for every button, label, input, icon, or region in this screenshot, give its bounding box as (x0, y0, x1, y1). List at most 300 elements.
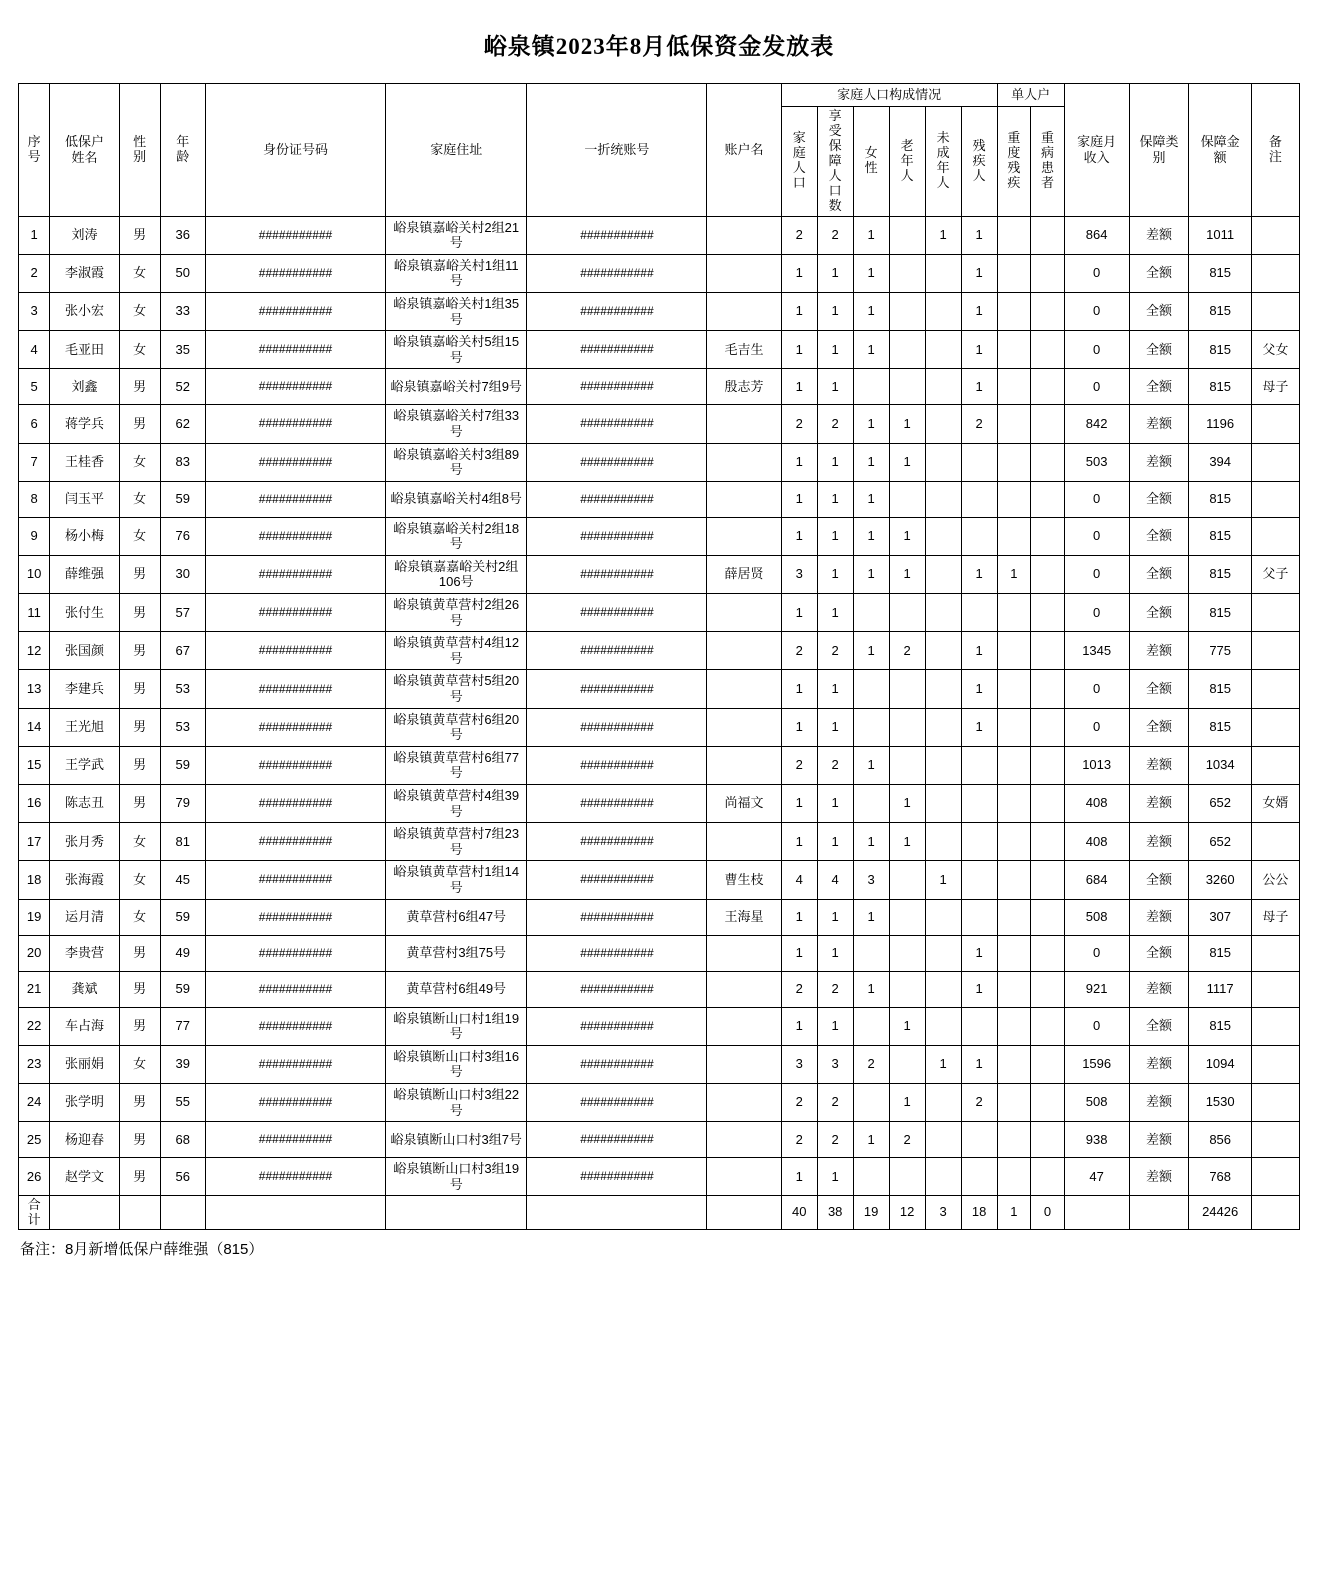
cell-age: 83 (160, 443, 206, 481)
cell-amount: 856 (1189, 1122, 1251, 1158)
cell-elderly: 1 (889, 405, 925, 443)
cell-minor (925, 594, 961, 632)
table-row (19, 517, 1300, 555)
cell-amount: 815 (1189, 292, 1251, 330)
cell-income: 0 (1064, 670, 1129, 708)
cell-covered-pop: 1 (817, 517, 853, 555)
cell-sex: 男 (119, 594, 160, 632)
total-blank-address (385, 1196, 527, 1230)
cell-family-pop: 2 (781, 216, 817, 254)
cell-age: 49 (160, 935, 206, 971)
cell-income: 921 (1064, 971, 1129, 1007)
cell-account-name (707, 632, 781, 670)
cell-account-name (707, 1158, 781, 1196)
cell-seq: 14 (19, 708, 50, 746)
cell-income: 0 (1064, 1007, 1129, 1045)
cell-name: 张付生 (50, 594, 120, 632)
cell-account: ########### (527, 785, 707, 823)
cell-income: 0 (1064, 935, 1129, 971)
header-seq: 序号 (19, 84, 50, 217)
cell-disabled (961, 1158, 997, 1196)
header-id-number: 身份证号码 (206, 84, 386, 217)
cell-type: 全额 (1129, 861, 1189, 899)
cell-remark (1251, 517, 1299, 555)
cell-id: ########### (206, 594, 386, 632)
cell-sex: 男 (119, 216, 160, 254)
cell-severe-illness (1031, 935, 1065, 971)
cell-remark (1251, 670, 1299, 708)
cell-address: 峪泉镇嘉峪关村2组21号 (385, 216, 527, 254)
cell-family-pop: 1 (781, 594, 817, 632)
cell-covered-pop: 1 (817, 1158, 853, 1196)
cell-type: 全额 (1129, 555, 1189, 593)
cell-severe-disabled (997, 823, 1031, 861)
cell-seq: 10 (19, 555, 50, 593)
cell-minor (925, 746, 961, 784)
cell-sex: 男 (119, 632, 160, 670)
header-minor: 未成年人 (925, 107, 961, 217)
table-row (19, 935, 1300, 971)
cell-seq: 11 (19, 594, 50, 632)
cell-account-name (707, 292, 781, 330)
cell-amount: 768 (1189, 1158, 1251, 1196)
cell-age: 33 (160, 292, 206, 330)
cell-disabled: 1 (961, 254, 997, 292)
cell-account-name (707, 594, 781, 632)
cell-severe-disabled (997, 746, 1031, 784)
cell-type: 全额 (1129, 594, 1189, 632)
cell-sex: 女 (119, 481, 160, 517)
cell-amount: 1034 (1189, 746, 1251, 784)
total-blank-name (50, 1196, 120, 1230)
cell-name: 张小宏 (50, 292, 120, 330)
cell-severe-disabled (997, 405, 1031, 443)
cell-severe-illness (1031, 971, 1065, 1007)
cell-covered-pop: 1 (817, 481, 853, 517)
cell-female (853, 594, 889, 632)
cell-name: 李贵营 (50, 935, 120, 971)
cell-type: 差额 (1129, 971, 1189, 1007)
cell-disabled (961, 746, 997, 784)
cell-female: 1 (853, 899, 889, 935)
cell-severe-illness (1031, 254, 1065, 292)
cell-id: ########### (206, 1122, 386, 1158)
cell-covered-pop: 1 (817, 935, 853, 971)
cell-amount: 815 (1189, 670, 1251, 708)
cell-amount: 815 (1189, 481, 1251, 517)
cell-severe-illness (1031, 708, 1065, 746)
cell-age: 59 (160, 899, 206, 935)
cell-income: 408 (1064, 823, 1129, 861)
cell-seq: 16 (19, 785, 50, 823)
cell-account-name (707, 1007, 781, 1045)
cell-severe-illness (1031, 517, 1065, 555)
cell-address: 峪泉镇嘉峪关村1组11号 (385, 254, 527, 292)
cell-minor: 1 (925, 861, 961, 899)
cell-sex: 女 (119, 292, 160, 330)
header-female: 女性 (853, 107, 889, 217)
cell-type: 差额 (1129, 1122, 1189, 1158)
cell-type: 全额 (1129, 708, 1189, 746)
cell-severe-illness (1031, 861, 1065, 899)
cell-type: 全额 (1129, 331, 1189, 369)
cell-minor (925, 517, 961, 555)
cell-minor (925, 632, 961, 670)
cell-elderly: 1 (889, 517, 925, 555)
cell-account: ########### (527, 594, 707, 632)
table-row (19, 369, 1300, 405)
cell-account: ########### (527, 1158, 707, 1196)
cell-age: 57 (160, 594, 206, 632)
cell-elderly (889, 594, 925, 632)
cell-address: 峪泉镇断山口村3组7号 (385, 1122, 527, 1158)
cell-female: 1 (853, 292, 889, 330)
cell-name: 龚斌 (50, 971, 120, 1007)
cell-family-pop: 2 (781, 405, 817, 443)
footnote: 备注：8月新增低保户薛维强（815） (20, 1240, 264, 1258)
cell-seq: 8 (19, 481, 50, 517)
cell-income: 503 (1064, 443, 1129, 481)
cell-elderly (889, 331, 925, 369)
cell-elderly: 1 (889, 823, 925, 861)
cell-severe-disabled (997, 216, 1031, 254)
cell-female: 1 (853, 971, 889, 1007)
cell-address: 黄草营村6组49号 (385, 971, 527, 1007)
cell-severe-disabled (997, 861, 1031, 899)
cell-address: 峪泉镇黄草营村6组77号 (385, 746, 527, 784)
cell-address: 峪泉镇嘉峪关村1组35号 (385, 292, 527, 330)
cell-account: ########### (527, 481, 707, 517)
cell-severe-illness (1031, 216, 1065, 254)
cell-name: 车占海 (50, 1007, 120, 1045)
cell-seq: 26 (19, 1158, 50, 1196)
cell-disabled: 1 (961, 369, 997, 405)
cell-severe-disabled (997, 254, 1031, 292)
cell-family-pop: 1 (781, 292, 817, 330)
cell-id: ########### (206, 331, 386, 369)
cell-minor (925, 971, 961, 1007)
total-severe-disabled: 1 (997, 1196, 1031, 1230)
cell-severe-disabled (997, 670, 1031, 708)
cell-severe-disabled (997, 517, 1031, 555)
cell-severe-illness (1031, 1007, 1065, 1045)
cell-amount: 775 (1189, 632, 1251, 670)
cell-severe-illness (1031, 1045, 1065, 1083)
cell-severe-disabled (997, 632, 1031, 670)
cell-amount: 815 (1189, 708, 1251, 746)
cell-elderly (889, 670, 925, 708)
cell-family-pop: 3 (781, 555, 817, 593)
cell-income: 1596 (1064, 1045, 1129, 1083)
cell-sex: 女 (119, 517, 160, 555)
table-row (19, 632, 1300, 670)
cell-seq: 3 (19, 292, 50, 330)
header-covered-pop: 享受保障人口数 (817, 107, 853, 217)
cell-minor: 1 (925, 216, 961, 254)
total-female: 19 (853, 1196, 889, 1230)
cell-account: ########### (527, 517, 707, 555)
table-row (19, 971, 1300, 1007)
cell-elderly: 1 (889, 443, 925, 481)
cell-type: 差额 (1129, 405, 1189, 443)
total-blank-age (160, 1196, 206, 1230)
cell-elderly: 1 (889, 785, 925, 823)
table-row (19, 785, 1300, 823)
cell-severe-disabled: 1 (997, 555, 1031, 593)
cell-name: 毛亚田 (50, 331, 120, 369)
cell-covered-pop: 1 (817, 670, 853, 708)
cell-seq: 20 (19, 935, 50, 971)
cell-female: 1 (853, 443, 889, 481)
cell-account-name (707, 670, 781, 708)
cell-address: 峪泉镇断山口村1组19号 (385, 1007, 527, 1045)
cell-sex: 女 (119, 861, 160, 899)
cell-name: 李建兵 (50, 670, 120, 708)
cell-name: 张国颜 (50, 632, 120, 670)
cell-female: 1 (853, 254, 889, 292)
cell-female: 1 (853, 1122, 889, 1158)
cell-sex: 女 (119, 254, 160, 292)
cell-covered-pop: 2 (817, 746, 853, 784)
cell-minor (925, 1007, 961, 1045)
total-blank-account (527, 1196, 707, 1230)
cell-age: 77 (160, 1007, 206, 1045)
cell-id: ########### (206, 1045, 386, 1083)
cell-id: ########### (206, 1083, 386, 1121)
cell-minor (925, 331, 961, 369)
cell-account: ########### (527, 861, 707, 899)
cell-family-pop: 1 (781, 935, 817, 971)
cell-id: ########### (206, 443, 386, 481)
cell-family-pop: 1 (781, 899, 817, 935)
cell-id: ########### (206, 1007, 386, 1045)
cell-remark (1251, 746, 1299, 784)
cell-seq: 17 (19, 823, 50, 861)
cell-income: 508 (1064, 899, 1129, 935)
table-row (19, 861, 1300, 899)
cell-disabled (961, 1007, 997, 1045)
cell-amount: 1196 (1189, 405, 1251, 443)
cell-family-pop: 4 (781, 861, 817, 899)
cell-age: 76 (160, 517, 206, 555)
cell-age: 59 (160, 481, 206, 517)
cell-id: ########### (206, 935, 386, 971)
total-income (1064, 1196, 1129, 1230)
cell-remark: 女婿 (1251, 785, 1299, 823)
cell-address: 峪泉镇黄草营村1组14号 (385, 861, 527, 899)
table-body (19, 216, 1300, 1229)
cell-address: 峪泉镇黄草营村4组39号 (385, 785, 527, 823)
total-severe-illness: 0 (1031, 1196, 1065, 1230)
cell-minor (925, 785, 961, 823)
header-account: 一折统账号 (527, 84, 707, 217)
cell-id: ########### (206, 555, 386, 593)
cell-severe-disabled (997, 708, 1031, 746)
cell-remark (1251, 1158, 1299, 1196)
cell-sex: 男 (119, 1007, 160, 1045)
cell-seq: 18 (19, 861, 50, 899)
cell-female: 1 (853, 216, 889, 254)
cell-seq: 23 (19, 1045, 50, 1083)
cell-minor (925, 708, 961, 746)
cell-account: ########### (527, 555, 707, 593)
cell-address: 峪泉镇断山口村3组22号 (385, 1083, 527, 1121)
cell-name: 陈志丑 (50, 785, 120, 823)
cell-account: ########### (527, 405, 707, 443)
cell-remark (1251, 708, 1299, 746)
cell-income: 0 (1064, 481, 1129, 517)
cell-name: 刘涛 (50, 216, 120, 254)
cell-elderly (889, 254, 925, 292)
cell-name: 李淑霞 (50, 254, 120, 292)
cell-covered-pop: 2 (817, 971, 853, 1007)
cell-elderly (889, 935, 925, 971)
cell-age: 30 (160, 555, 206, 593)
cell-income: 0 (1064, 555, 1129, 593)
table-row (19, 823, 1300, 861)
cell-disabled (961, 517, 997, 555)
cell-minor (925, 823, 961, 861)
cell-elderly (889, 861, 925, 899)
cell-covered-pop: 2 (817, 216, 853, 254)
cell-elderly: 2 (889, 1122, 925, 1158)
total-amount: 24426 (1189, 1196, 1251, 1230)
cell-income: 508 (1064, 1083, 1129, 1121)
cell-disabled: 2 (961, 405, 997, 443)
cell-account-name (707, 708, 781, 746)
cell-disabled (961, 443, 997, 481)
cell-id: ########### (206, 292, 386, 330)
cell-elderly (889, 369, 925, 405)
cell-female: 1 (853, 517, 889, 555)
cell-remark: 父女 (1251, 331, 1299, 369)
cell-female (853, 708, 889, 746)
table-row (19, 670, 1300, 708)
table-row (19, 216, 1300, 254)
cell-account-name: 毛吉生 (707, 331, 781, 369)
cell-family-pop: 1 (781, 708, 817, 746)
cell-severe-illness (1031, 594, 1065, 632)
cell-severe-disabled (997, 1158, 1031, 1196)
cell-address: 峪泉镇断山口村3组19号 (385, 1158, 527, 1196)
cell-address: 峪泉镇嘉嘉峪关村2组106号 (385, 555, 527, 593)
table-row (19, 405, 1300, 443)
table-row (19, 254, 1300, 292)
cell-severe-illness (1031, 823, 1065, 861)
cell-minor (925, 443, 961, 481)
cell-severe-disabled (997, 1045, 1031, 1083)
cell-account: ########### (527, 1045, 707, 1083)
cell-family-pop: 1 (781, 443, 817, 481)
cell-income: 938 (1064, 1122, 1129, 1158)
cell-covered-pop: 2 (817, 632, 853, 670)
cell-severe-disabled (997, 443, 1031, 481)
cell-severe-illness (1031, 405, 1065, 443)
cell-account-name: 殷志芳 (707, 369, 781, 405)
cell-address: 峪泉镇黄草营村2组26号 (385, 594, 527, 632)
cell-amount: 1011 (1189, 216, 1251, 254)
cell-remark (1251, 254, 1299, 292)
cell-age: 81 (160, 823, 206, 861)
cell-age: 67 (160, 632, 206, 670)
cell-minor (925, 555, 961, 593)
cell-income: 0 (1064, 292, 1129, 330)
cell-severe-disabled (997, 935, 1031, 971)
total-label-text: 合计 (27, 1197, 41, 1227)
cell-name: 赵学文 (50, 1158, 120, 1196)
cell-amount: 307 (1189, 899, 1251, 935)
cell-sex: 男 (119, 1122, 160, 1158)
cell-severe-illness (1031, 369, 1065, 405)
cell-id: ########### (206, 632, 386, 670)
cell-account-name (707, 971, 781, 1007)
cell-address: 峪泉镇断山口村3组16号 (385, 1045, 527, 1083)
total-family-pop: 40 (781, 1196, 817, 1230)
cell-disabled (961, 861, 997, 899)
cell-elderly (889, 1158, 925, 1196)
cell-seq: 2 (19, 254, 50, 292)
cell-disabled: 1 (961, 1045, 997, 1083)
cell-type: 差额 (1129, 216, 1189, 254)
cell-remark: 父子 (1251, 555, 1299, 593)
header-family-composition: 家庭人口构成情况 (781, 84, 997, 107)
cell-female (853, 670, 889, 708)
cell-severe-illness (1031, 292, 1065, 330)
cell-age: 79 (160, 785, 206, 823)
table-row (19, 708, 1300, 746)
cell-severe-disabled (997, 971, 1031, 1007)
cell-severe-disabled (997, 481, 1031, 517)
cell-id: ########### (206, 405, 386, 443)
cell-type: 差额 (1129, 899, 1189, 935)
cell-severe-illness (1031, 746, 1065, 784)
total-disabled: 18 (961, 1196, 997, 1230)
cell-amount: 394 (1189, 443, 1251, 481)
cell-remark: 母子 (1251, 899, 1299, 935)
cell-age: 68 (160, 1122, 206, 1158)
cell-sex: 男 (119, 1158, 160, 1196)
cell-seq: 4 (19, 331, 50, 369)
cell-income: 408 (1064, 785, 1129, 823)
cell-elderly: 1 (889, 1007, 925, 1045)
cell-type: 全额 (1129, 369, 1189, 405)
cell-family-pop: 1 (781, 331, 817, 369)
cell-seq: 24 (19, 1083, 50, 1121)
header-name: 低保户姓名 (50, 84, 120, 217)
cell-disabled (961, 1122, 997, 1158)
cell-severe-illness (1031, 331, 1065, 369)
cell-severe-illness (1031, 555, 1065, 593)
cell-elderly (889, 292, 925, 330)
cell-type: 全额 (1129, 254, 1189, 292)
table-row (19, 292, 1300, 330)
cell-sex: 女 (119, 1045, 160, 1083)
cell-age: 55 (160, 1083, 206, 1121)
cell-family-pop: 1 (781, 785, 817, 823)
cell-account-name (707, 1122, 781, 1158)
cell-seq: 22 (19, 1007, 50, 1045)
cell-id: ########### (206, 785, 386, 823)
cell-seq: 13 (19, 670, 50, 708)
cell-income: 0 (1064, 254, 1129, 292)
table-row (19, 1007, 1300, 1045)
cell-severe-disabled (997, 1083, 1031, 1121)
cell-account: ########### (527, 899, 707, 935)
cell-address: 峪泉镇黄草营村6组20号 (385, 708, 527, 746)
total-minor: 3 (925, 1196, 961, 1230)
cell-covered-pop: 1 (817, 443, 853, 481)
cell-severe-illness (1031, 1122, 1065, 1158)
